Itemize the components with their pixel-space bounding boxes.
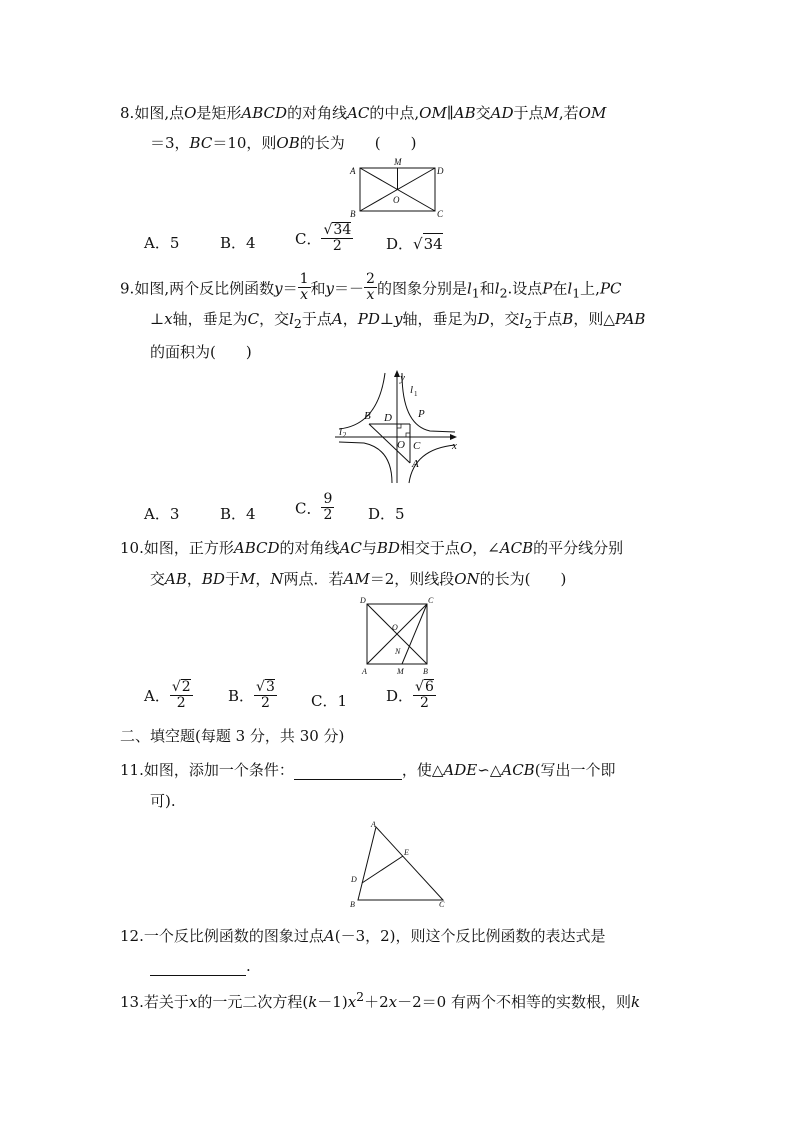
q10-label-o: O: [392, 623, 398, 632]
q9-frac-2-over-x: $\frac{2}{x}$: [366, 271, 375, 303]
q9-label-y: y: [400, 372, 405, 384]
q9-option-d[interactable]: D．5: [368, 505, 405, 523]
q11-label-d: D: [351, 875, 357, 884]
q8-label-c: C: [437, 209, 444, 219]
q9-hyperbola-figure: [330, 365, 465, 485]
q10-option-a[interactable]: A． $\frac{√2}{2}$: [144, 679, 191, 711]
q9-label-d: D: [384, 412, 392, 424]
q8-line1: 8.如图,点O是矩形ABCD的对角线AC的中点,OM∥AB交AD于点M,若OM: [120, 104, 607, 122]
q9-line3: 的面积为( ): [150, 343, 252, 361]
q10-line2: 交AB，BD于M，N两点．若AM＝2，则线段ON的长为( ): [150, 570, 567, 588]
q8-label-o: O: [393, 195, 400, 205]
q12-answer-blank[interactable]: [150, 959, 246, 976]
q8-label-m: M: [394, 157, 402, 167]
q9-line1: 9.如图,两个反比例函数y＝ $\frac{1}{x}$ 和y＝－ $\frac{2}{x}$ 的图象分别是$l_1$和$l_2$.设点P在$l_1$上,PC: [120, 271, 622, 303]
q11-answer-blank[interactable]: [294, 763, 402, 780]
q9-option-b[interactable]: B．4: [220, 505, 256, 523]
q10-label-n: N: [395, 647, 401, 656]
q11-label-a: A: [371, 820, 376, 829]
q10-label-c: C: [428, 596, 434, 605]
q9-label-a: A: [412, 458, 419, 470]
q8-figure-svg: [345, 155, 455, 225]
q11-line2: 可).: [150, 792, 176, 810]
q8-option-a[interactable]: A．5: [144, 234, 180, 252]
q9-option-c[interactable]: C． $\frac{9}{2}$: [295, 491, 333, 523]
q11-triangle-abc: [358, 827, 443, 900]
q8-option-c-fraction: $\frac{√34}{2}$: [323, 222, 352, 254]
q9-figure-svg: [330, 365, 465, 485]
q12-line1: 12.一个反比例函数的图象过点A(－3，2)，则这个反比例函数的表达式是: [120, 927, 606, 945]
q11-triangle-figure: [340, 818, 456, 910]
q10-option-b[interactable]: B． $\frac{√3}{2}$: [228, 679, 275, 711]
q8-label-b: B: [350, 209, 356, 219]
q10-label-m: M: [397, 667, 404, 676]
q10-option-b-fraction: $\frac{√3}{2}$: [256, 679, 275, 711]
q9-label-l2: l: [339, 426, 343, 438]
q8-rectangle-figure: [345, 155, 455, 225]
q9-label-b: B: [364, 410, 371, 422]
q10-label-d: D: [360, 596, 366, 605]
q9-right-angle-c: [406, 433, 410, 437]
q9-label-l2-sub: 2: [343, 431, 347, 439]
q9-label-p: P: [418, 408, 425, 420]
q10-label-a: A: [362, 667, 367, 676]
q10-bisector-cm: [402, 604, 427, 664]
q8-option-d[interactable]: D．√34: [386, 235, 443, 253]
q10-option-d-fraction: $\frac{√6}{2}$: [415, 679, 434, 711]
q9-label-x: x: [452, 440, 457, 452]
q9-label-l1-sub: 1: [414, 390, 418, 398]
q9-curve-l1-q3: [339, 442, 392, 483]
q9-label-o: O: [397, 439, 405, 451]
q10-line1: 10.如图，正方形ABCD的对角线AC与BD相交于点O，∠ACB的平分线分别: [120, 539, 624, 557]
q10-figure-svg: [357, 594, 439, 676]
q9-curve-l2-q2: [339, 373, 385, 429]
q12-line2: .: [150, 956, 251, 976]
q9-curve-l1-q1: [402, 373, 455, 432]
q8-option-b[interactable]: B．4: [220, 234, 256, 252]
q10-option-c[interactable]: C．1: [311, 692, 348, 710]
q9-line2: ⊥x轴，垂足为C，交$l_2$于点A，PD⊥y轴，垂足为D，交$l_2$于点B，则△PAB: [150, 310, 646, 331]
q13-line1: 13.若关于x的一元二次方程$(k-1)x^2+2x-2=0$ 有两个不相等的实数根，则k: [120, 989, 641, 1011]
q9-label-c: C: [413, 440, 421, 452]
q11-line1: 11.如图，添加一个条件： ，使△ADE∽△ACB(写出一个即: [120, 761, 616, 779]
q11-figure-svg: [340, 818, 456, 910]
q10-label-b: B: [423, 667, 428, 676]
q9-frac-1-over-x: $\frac{1}{x}$: [299, 271, 309, 303]
q9-label-l1: l: [410, 384, 414, 396]
q10-option-d[interactable]: D． $\frac{√6}{2}$: [386, 679, 434, 711]
q8-line2: ＝3，BC＝10，则OB的长为 ( ): [150, 134, 417, 152]
q10-square-figure: [357, 594, 439, 676]
q8-label-a: A: [350, 166, 356, 176]
q11-label-e: E: [404, 848, 409, 857]
q9-option-a[interactable]: A．3: [144, 505, 180, 523]
q9-option-c-fraction: $\frac{9}{2}$: [323, 491, 333, 523]
q8-option-c[interactable]: C． $\frac{√34}{2}$: [295, 222, 352, 254]
q11-label-c: C: [439, 900, 445, 909]
section-heading-fill-in: 二、填空题(每题 3 分，共 30 分): [120, 727, 345, 745]
q11-label-b: B: [350, 900, 355, 909]
q8-label-d: D: [437, 166, 444, 176]
q10-option-a-fraction: $\frac{√2}{2}$: [171, 679, 191, 711]
q9-right-angle-d: [397, 424, 401, 428]
